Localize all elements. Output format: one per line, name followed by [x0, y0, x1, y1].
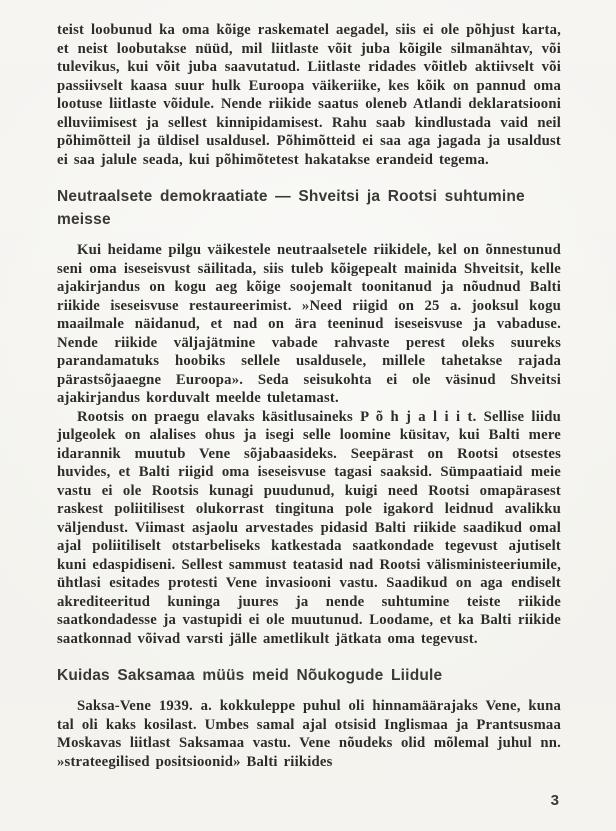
section-heading-neutraalsete-demokraatiate: Neutraalsete demokraatiate — Shveitsi ja Rootsi suhtumine meisse [57, 188, 525, 228]
section-heading-kuidas-saksamaa: Kuidas Saksamaa müüs meid Nõukogude Liidule [57, 667, 443, 684]
paragraph-rootsi: Rootsis on praegu elavaks käsitlusaineks P õ h j a l i i t. Sellise liidu julgeolek on alalises ohus ja isegi selle loomine küsitav, kui Balti mere idarannik muutub Vene sõjabaasideks. Seepärast on Rootsi otsestes huvides, et Balti riigid oma iseseisvuse tagasi saaksid. Sümpaatiaid meie vastu ei ole Rootsis kunagi puudunud, kuigi need Rootsi omapärasest raskest poliitilisest olukorrast tingituna pole igakord leidnud avalikku väljendust. Viimast asjaolu arvestades pidasid Balti riikide saadikud omal ajal poliitiliselt otstarbeliseks katkestada saatkondade tegevust ajutiselt kuni edaspidiseni. Sellest sammust teatasid nad Rootsi välisministeeriumile, ühtlasi esitades protesti Vene invasiooni vastu. Saadikud on aga endiselt akrediteeritud kuninga juures ja nende suhtumine teiste riikide saatkondadesse ja vastupidi ei ole muutunud. Loodame, et ka Balti riikide saatkonnad võivad varsti jälle ametlikult jätkata oma tegevust. [57, 408, 561, 647]
paragraph-shveits: Kui heidame pilgu väikestele neutraalsetele riikidele, kel on õnnestunud seni oma iseseisvust säilitada, siis tuleb kõigepealt mainida Shveitsit, kelle ajakirjandus on kogu aeg kõige soojemalt toonitanud ja nõudnud Balti riikide iseseisvuse restaureerimist. »Need riigid on 25 a. jooksul kogu maailmale näidanud, et nad on ära teeninud iseseisvuse ja vabaduse. Nende riikide väljajätmine vabade rahvaste perest oleks suureks parandamatuks hoobiks sellele usaldusele, millele tahetakse rajada pärastsõjaaegne Euroopa». Seda seisukohta ei ole väsinud Shveitsi ajakirjandus korduvalt meelde tuletamast. [57, 242, 561, 406]
continuation-paragraph: teist loobunud ka oma kõige raskematel aegadel, siis ei ole põhjust karta, et neist loobutakse nüüd, mil liitlaste võit juba kõigile silmanähtav, või tulevikus, kui võit juba saavutatud. Liitlaste ridades võitleb aktiivselt või passiivselt kaasa suur hulk Euroopa väikeriike, kes kõik on pannud oma lootuse liitlaste võidule. Nende riikide saatus oleneb Atlandi deklaratsiooni elluviimisest ja sellest kinnipidamisest. Rahu saab kindlustada vaid neil põhimõtteil ja üldisel usaldusel. Põhimõtteid ei saa aga jagada ja usaldust ei saa jalule seada, kui põhimõtetest hakatakse erandeid tegema. [57, 22, 561, 168]
page-number: 3 [550, 792, 559, 809]
paragraph-saksa-vene: Saksa-Vene 1939. a. kokkuleppe puhul oli hinnamäärajaks Vene, kuna tal oli kaks kosilast. Umbes samal ajal otsisid Inglismaa ja Prantsusmaa Moskavas liitlast Saksamaa vastu. Vene nõudeks olid mõlemal juhul nn. »strateegilised positsioonid» Balti riikides [57, 698, 561, 770]
page-text-column [57, 21, 561, 771]
